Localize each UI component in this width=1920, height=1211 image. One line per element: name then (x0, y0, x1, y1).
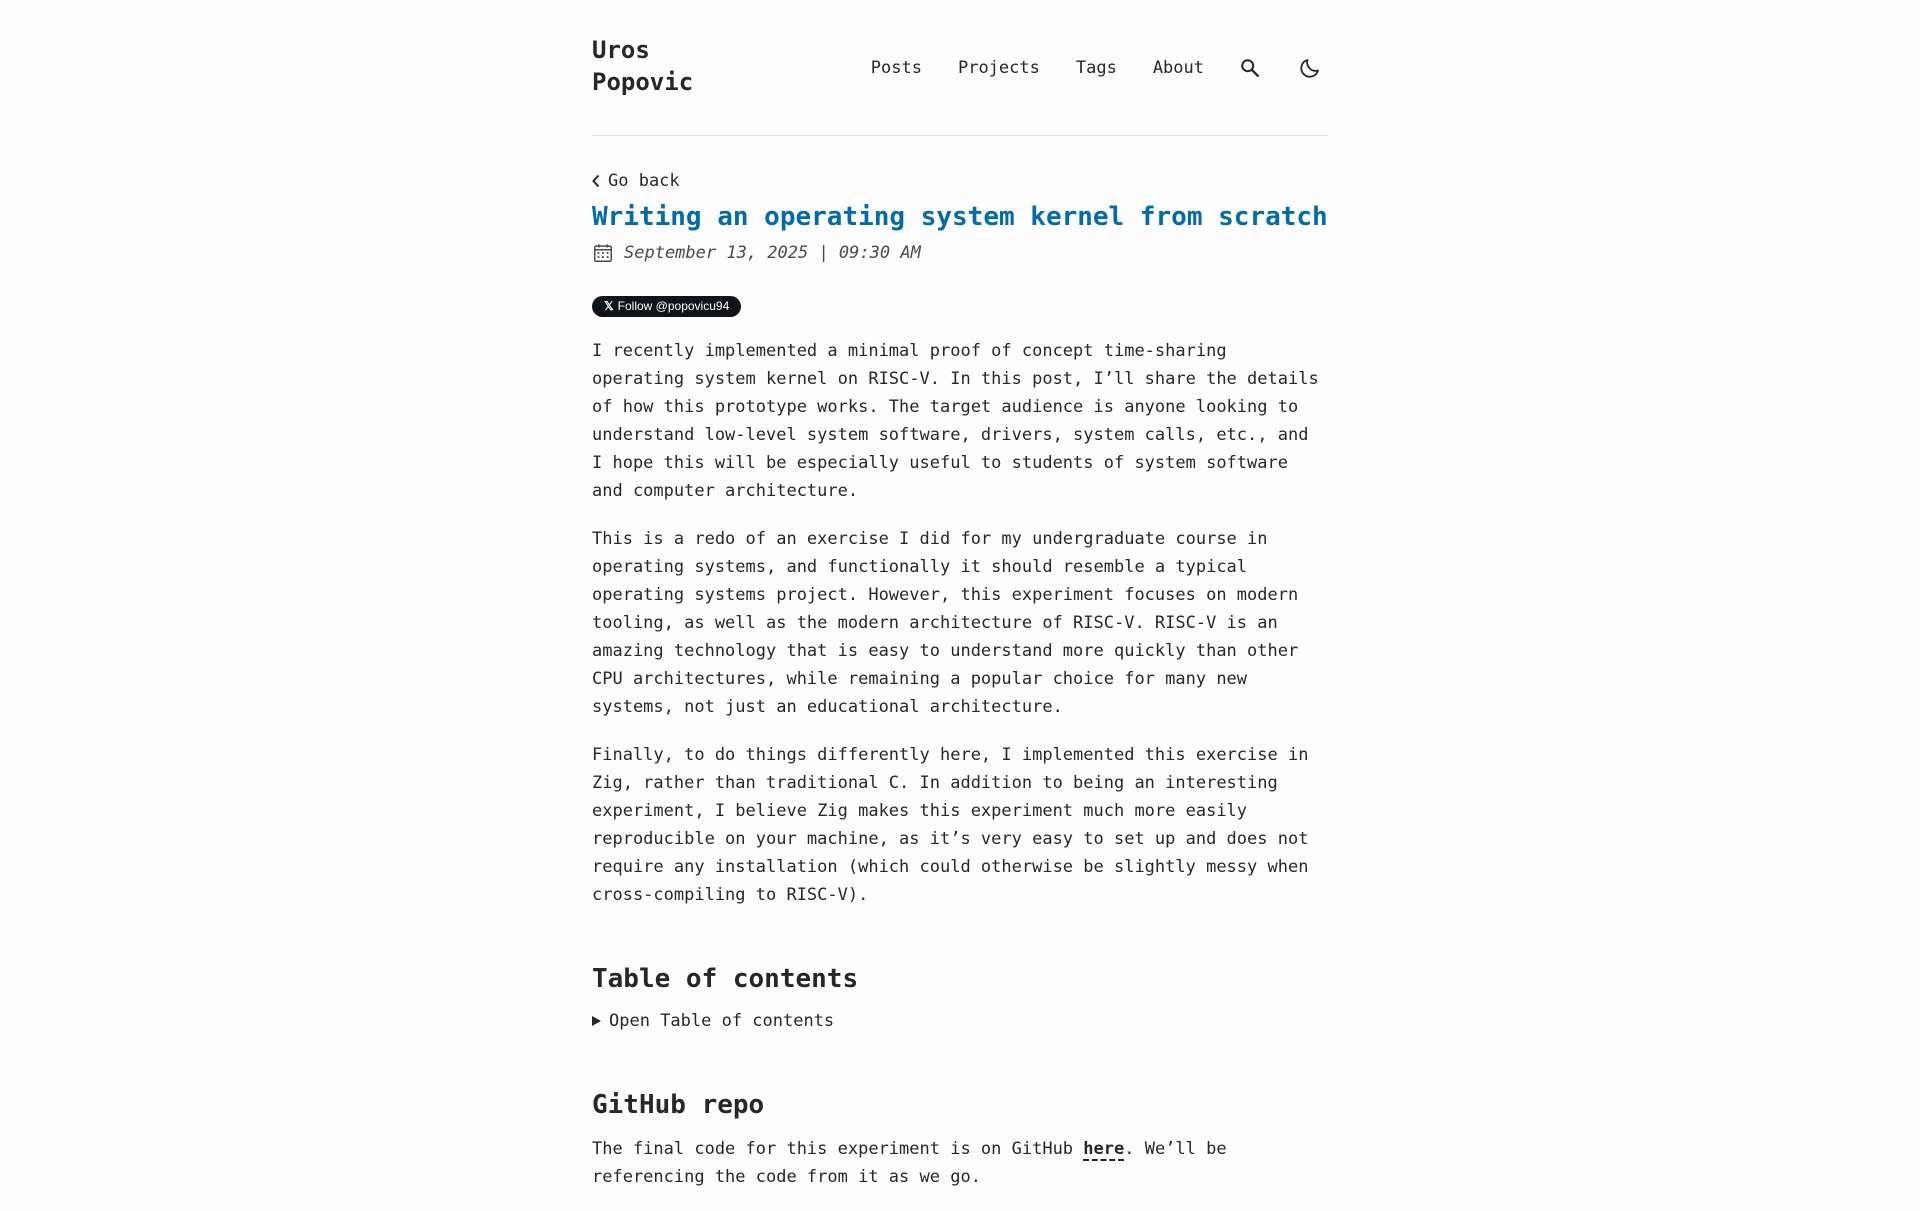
moon-icon (1298, 56, 1322, 80)
site-header (592, 0, 1328, 136)
toc-toggle[interactable] (592, 1007, 1328, 1035)
toc-heading: Table of contents (592, 964, 859, 994)
theme-toggle-button[interactable] (1292, 50, 1328, 86)
site-logo[interactable] (592, 34, 722, 98)
nav-posts[interactable]: Posts (870, 58, 922, 78)
triangle-right-icon (592, 1016, 601, 1026)
toc-toggle-label: Open Table of contents (609, 1011, 835, 1031)
search-icon (1239, 57, 1261, 79)
github-text-before: The final code for this experiment is on GitHub (592, 1139, 1084, 1159)
github-text-after: . We’ll be referencing the code from it as we go. (592, 1139, 1227, 1187)
twitter-follow-button[interactable] (592, 296, 741, 317)
main-nav (871, 50, 1328, 86)
logo-line-2: Popovic (592, 68, 694, 96)
github-paragraph (592, 1135, 1328, 1191)
post-date-text: September 13, 2025 | 09:30 AM (624, 243, 921, 263)
go-back-link[interactable] (592, 169, 680, 193)
page (592, 0, 1328, 1187)
paragraph-intro: I recently implemented a minimal proof of concept time-sharing operating system kernel on RISC-V. In this post, I’ll share the details of how this prototype works. The target audience is anyone looking to understand low-level system software, drivers, system calls, etc., and I hope this will be especially useful to students of system software and computer architecture. (592, 341, 1319, 501)
calendar-icon (592, 242, 614, 264)
x-logo-icon: 𝕏 (604, 299, 614, 313)
chevron-left-icon (592, 174, 600, 188)
nav-tags[interactable]: Tags (1075, 58, 1117, 78)
search-button[interactable] (1232, 50, 1268, 86)
nav-projects[interactable]: Projects (957, 58, 1040, 78)
post-datetime (592, 240, 921, 266)
post-title: Writing an operating system kernel from scratch (592, 202, 1328, 232)
nav-about[interactable]: About (1152, 58, 1204, 78)
paragraph-redo: This is a redo of an exercise I did for my undergraduate course in operating systems, and functionally it should resemble a typical operating systems project. However, this experiment focuses on modern tooling, as well as the modern architecture of RISC-V. RISC-V is an amazing technology that is easy to understand more quickly than other CPU architectures, while remaining a popular choice for many new systems, not just an educational architecture. (592, 529, 1299, 717)
follow-button-label: Follow @popovicu94 (617, 299, 730, 313)
go-back-label: Go back (608, 171, 680, 191)
paragraph-zig: Finally, to do things differently here, I implemented this exercise in Zig, rather than traditional C. In addition to being an interesting experiment, I believe Zig makes this experiment much more easily reproducible on your machine, as it’s very easy to set up and does not require any installation (which could otherwise be slightly messy when cross-compiling to RISC-V). (592, 745, 1309, 905)
github-repo-heading: GitHub repo (592, 1090, 765, 1120)
logo-line-1: Uros (592, 36, 650, 64)
github-here-link[interactable]: here (1083, 1139, 1125, 1159)
